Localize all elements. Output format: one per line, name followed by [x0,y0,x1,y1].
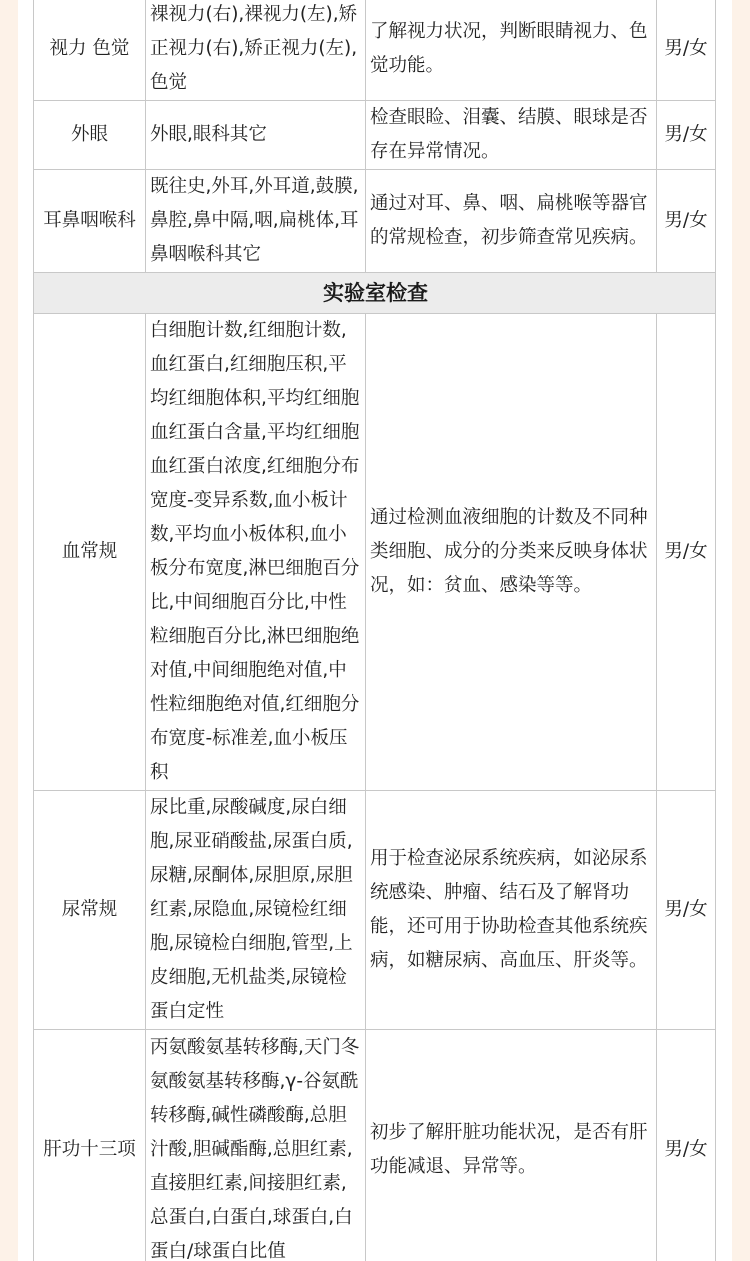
category-cell: 耳鼻咽喉科 [34,170,146,273]
category-cell: 视力 色觉 [34,0,146,101]
description-cell: 用于检查泌尿系统疾病，如泌尿系统感染、肿瘤、结石及了解肾功能，还可用于协助检查其他系统疾病，如糖尿病、高血压、肝炎等。 [366,791,657,1030]
description-cell: 初步了解肝脏功能状况，是否有肝功能减退、异常等。 [366,1030,657,1261]
category-cell: 血常规 [34,314,146,791]
gender-cell: 男/女 [657,101,716,170]
items-cell: 丙氨酸氨基转移酶,天门冬氨酸氨基转移酶,γ-谷氨酰转移酶,碱性磷酸酶,总胆汁酸,胆碱酯酶,总胆红素,直接胆红素,间接胆红素,总蛋白,白蛋白,球蛋白,白蛋白/球蛋白比值 [146,1030,366,1261]
items-cell: 裸视力(右),裸视力(左),矫正视力(右),矫正视力(左),色觉 [146,0,366,101]
table-row-ent [34,170,716,273]
items-cell: 尿比重,尿酸碱度,尿白细胞,尿亚硝酸盐,尿蛋白质,尿糖,尿酮体,尿胆原,尿胆红素,尿隐血,尿镜检红细胞,尿镜检白细胞,管型,上皮细胞,无机盐类,尿镜检蛋白定性 [146,791,366,1030]
section-title: 实验室检查 [34,273,716,314]
table-row-blood-routine [34,314,716,791]
description-cell: 了解视力状况，判断眼睛视力、色觉功能。 [366,0,657,101]
exam-items-table [33,0,716,1261]
gender-cell: 男/女 [657,170,716,273]
gender-cell: 男/女 [657,791,716,1030]
gender-cell: 男/女 [657,0,716,101]
table-row-liver-function [34,1030,716,1261]
table-row-urine-routine [34,791,716,1030]
table-row-vision [34,0,716,101]
category-cell: 肝功十三项 [34,1030,146,1261]
gender-cell: 男/女 [657,314,716,791]
description-cell: 检查眼睑、泪囊、结膜、眼球是否存在异常情况。 [366,101,657,170]
items-cell: 外眼,眼科其它 [146,101,366,170]
category-cell: 外眼 [34,101,146,170]
items-cell: 白细胞计数,红细胞计数,血红蛋白,红细胞压积,平均红细胞体积,平均红细胞血红蛋白含量,平均红细胞血红蛋白浓度,红细胞分布宽度-变异系数,血小板计数,平均血小板体积,血小板分布宽度,淋巴细胞百分比,中间细胞百分比,中性粒细胞百分比,淋巴细胞绝对值,中间细胞绝对值,中性粒细胞绝对值,红细胞分布宽度-标准差,血小板压积 [146,314,366,791]
gender-cell: 男/女 [657,1030,716,1261]
table-row-external-eye [34,101,716,170]
description-cell: 通过对耳、鼻、咽、扁桃喉等器官的常规检查，初步筛查常见疾病。 [366,170,657,273]
description-cell: 通过检测血液细胞的计数及不同种类细胞、成分的分类来反映身体状况，如：贫血、感染等等。 [366,314,657,791]
section-header-row [34,273,716,314]
items-cell: 既往史,外耳,外耳道,鼓膜,鼻腔,鼻中隔,咽,扁桃体,耳鼻咽喉科其它 [146,170,366,273]
category-cell: 尿常规 [34,791,146,1030]
